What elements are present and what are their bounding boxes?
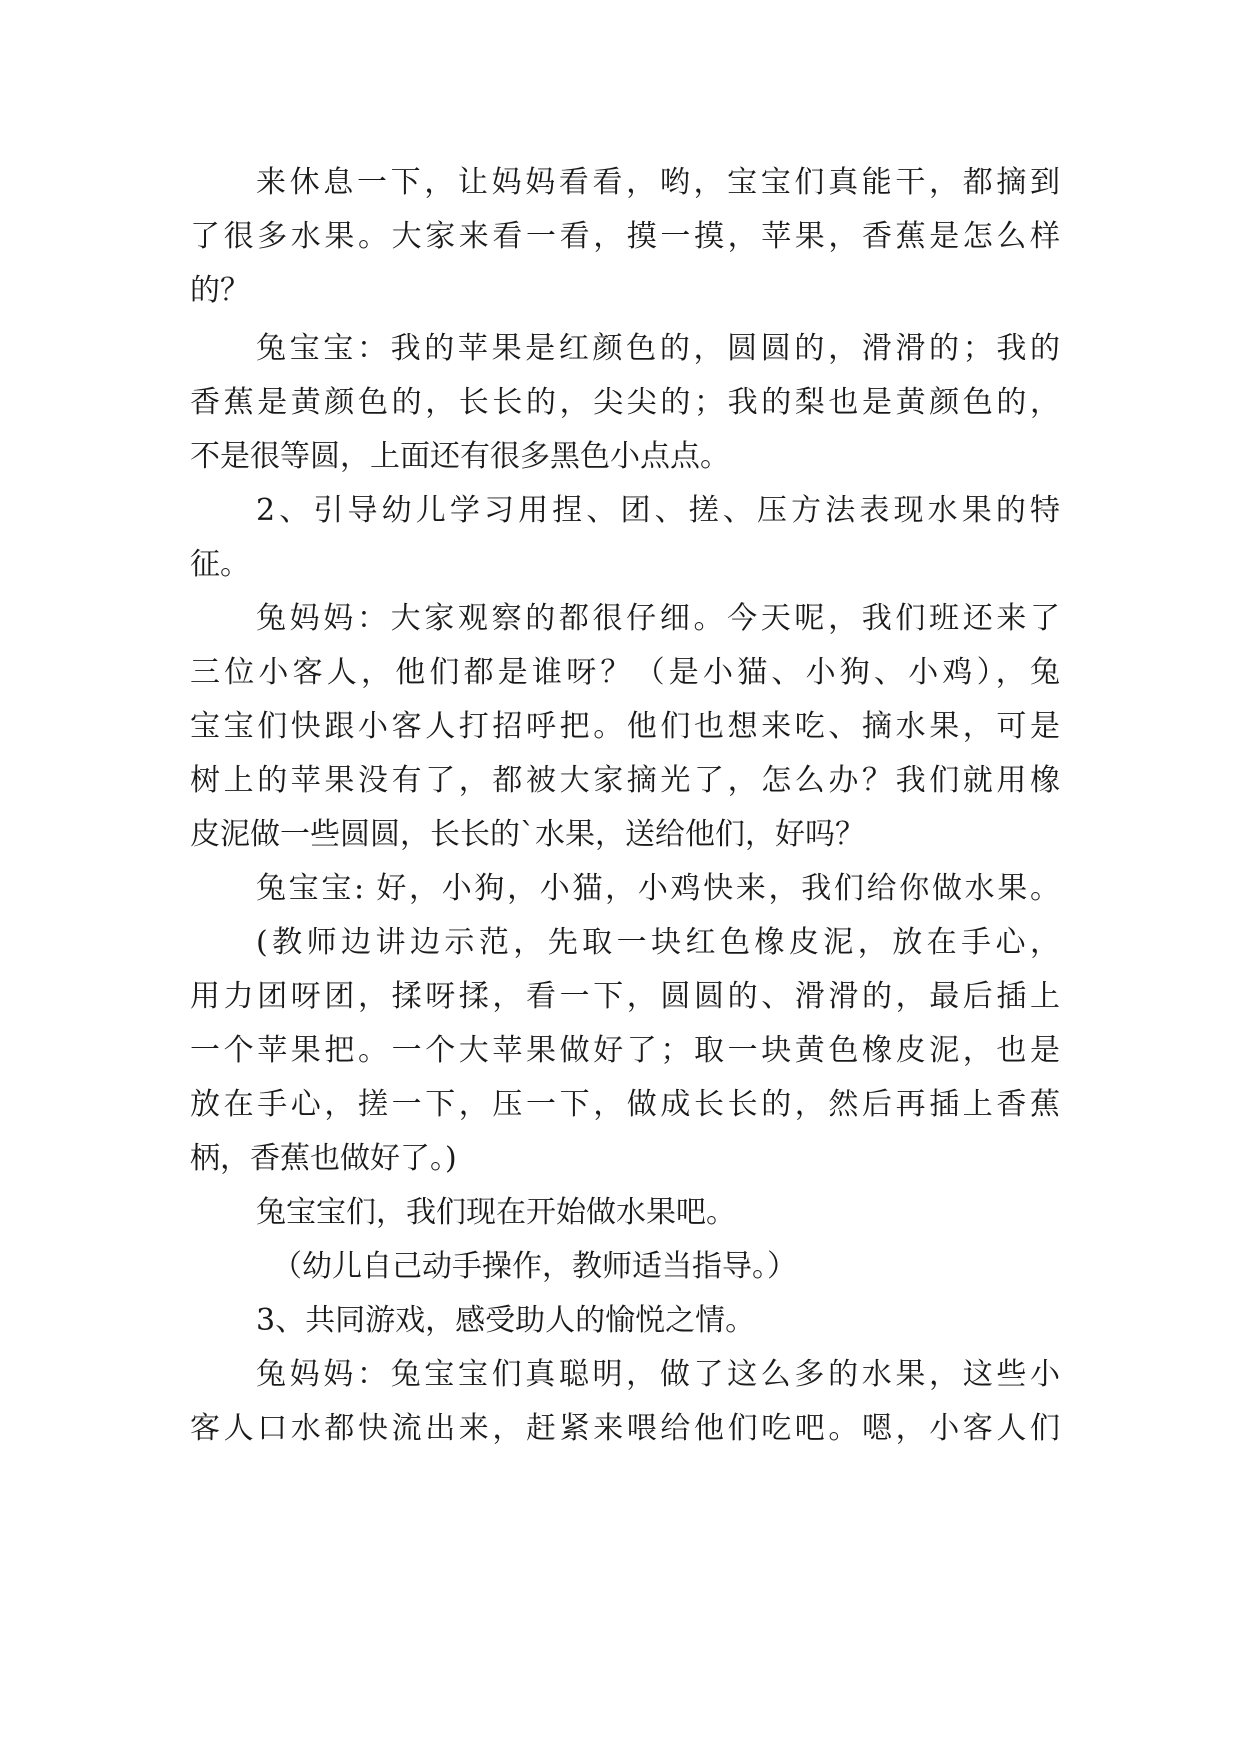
document-body — [190, 156, 1060, 1456]
paragraph-line: 客人口水都快流出来，赶紧来喂给他们吃吧。嗯，小客人们 — [190, 1411, 1060, 1446]
paragraph-line: 兔宝宝们，我们现在开始做水果吧。 — [256, 1195, 736, 1230]
paragraph-line: 不是很等圆，上面还有很多黑色小点点。 — [190, 439, 730, 474]
paragraph-line: 一个苹果把。一个大苹果做好了；取一块黄色橡皮泥，也是 — [190, 1033, 1060, 1068]
paragraph-line: 三位小客人，他们都是谁呀？（是小猫、小狗、小鸡），兔 — [190, 655, 1060, 690]
paragraph-line: 来休息一下，让妈妈看看，哟，宝宝们真能干，都摘到 — [256, 165, 1060, 200]
paragraph-line: 放在手心，搓一下，压一下，做成长长的，然后再插上香蕉 — [190, 1087, 1060, 1122]
paragraph-line: 柄，香蕉也做好了。) — [190, 1141, 457, 1176]
paragraph-line: 2、引导幼儿学习用捏、团、搓、压方法表现水果的特 — [256, 493, 1060, 528]
paragraph-line: 3、共同游戏，感受助人的愉悦之情。 — [256, 1303, 756, 1338]
paragraph-line: (教师边讲边示范，先取一块红色橡皮泥，放在手心， — [256, 925, 1060, 960]
paragraph-line: 兔妈妈：大家观察的都很仔细。今天呢，我们班还来了 — [256, 601, 1060, 636]
paragraph-line: （幼儿自己动手操作，教师适当指导。） — [272, 1249, 797, 1284]
paragraph-line: 宝宝们快跟小客人打招呼把。他们也想来吃、摘水果，可是 — [190, 709, 1060, 744]
paragraph-line: 香蕉是黄颜色的，长长的，尖尖的；我的梨也是黄颜色的， — [190, 385, 1060, 420]
paragraph-line: 征。 — [190, 547, 250, 582]
paragraph-line: 皮泥做一些圆圆，长长的`水果，送给他们，好吗？ — [190, 817, 865, 852]
paragraph-line: 树上的苹果没有了，都被大家摘光了，怎么办？我们就用橡 — [190, 763, 1060, 798]
paragraph-line: 兔宝宝：我的苹果是红颜色的，圆圆的，滑滑的；我的 — [256, 331, 1060, 366]
paragraph-line: 兔宝宝: 好，小狗，小猫，小鸡快来，我们给你做水果。 — [256, 871, 1060, 906]
paragraph-line: 了很多水果。大家来看一看，摸一摸，苹果，香蕉是怎么样 — [190, 219, 1060, 254]
paragraph-line: 兔妈妈：兔宝宝们真聪明，做了这么多的水果，这些小 — [256, 1357, 1060, 1392]
paragraph-line: 的？ — [190, 273, 250, 308]
paragraph-line: 用力团呀团，揉呀揉，看一下，圆圆的、滑滑的，最后插上 — [190, 979, 1060, 1014]
